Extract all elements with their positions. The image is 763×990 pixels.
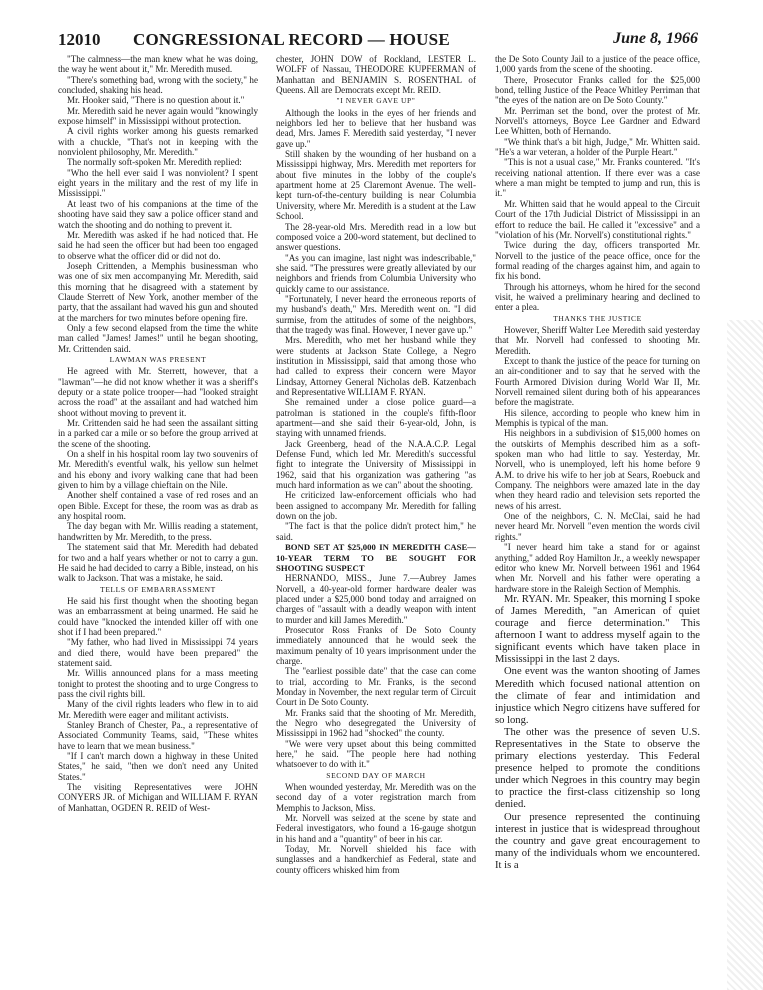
body-paragraph: Mr. Crittenden said he had seen the assailant sitting in a parked car a mile or so before the group arrived at the scene of the shooting. [58, 418, 258, 449]
body-paragraph: There, Prosecutor Franks called for the $25,000 bond, telling Justice of the Peace Whitley Perriman that "the eyes of the nation are on De Soto County." [495, 74, 700, 106]
body-paragraph: "This is not a usual case," Mr. Franks countered. "It's receiving national attention. If there ever was a case where a man might be tempted to jump and run, this is it." [495, 157, 700, 199]
body-paragraph: Mrs. Meredith, who met her husband while they were students at Jackson State College, a Negro institution in Mississippi, said that among those who had called to express their concern were Mayor Lindsay, Attorney General Nicholas deB. Katzenbach and Representative WILLIAM F. RYAN. [276, 335, 476, 397]
body-paragraph: The statement said that Mr. Meredith had debated for two and a half years whether or not to carry a gun. He said he had decided to carry a Bible, instead, on his walk to Jackson. That was a mistake, he said. [58, 542, 258, 584]
body-paragraph: Twice during the day, officers transported Mr. Norvell to the justice of the peace office, once for the formal reading of the charges against him, and again to fix his bond. [495, 240, 700, 282]
body-paragraph: Joseph Crittenden, a Memphis businessman who was one of six men accompanying Mr. Meredith, said this morning that he disagreed with a statement by Claude Sterrett of New York, another member of the party, that the assailant had waved his gun and shouted at the marchers for two minutes before opening fire. [58, 260, 258, 323]
body-paragraph: Although the looks in the eyes of her friends and neighbors led her to believe that her husband was dead, Mrs. James F. Meredith said yesterday, "I never gave up." [276, 107, 476, 149]
body-paragraph: The visiting Representatives were JOHN CONYERS JR. of Michigan and WILLIAM F. RYAN of Manhattan, OGDEN R. REID of West- [58, 782, 258, 813]
section-subhead: THANKS THE JUSTICE [553, 313, 642, 323]
column-2 [276, 54, 476, 984]
section-subhead: TELLS OF EMBARRASSMENT [100, 584, 216, 594]
body-paragraph: Mr. Whitten said that he would appeal to the Circuit Court of the 17th Judicial District of Mississippi in an effort to reduce the bail. He called it "excessive" and a "violation of his (Mr. Norvell's) constitutional rights." [495, 198, 700, 240]
body-paragraph: "I never heard him take a stand for or against anything," added Roy Hamilton Jr., a weekly newspaper editor who knew Mr. Norvell between 1961 and 1964 when Mr. Norvell and his father were operating a hardware store in the Raleigh Section of Memphis. [495, 542, 700, 594]
body-paragraph: Mr. Norvell was seized at the scene by state and Federal investigators, who found a 16-gauge shotgun in his hand and a "quantity" of beer in his car. [276, 813, 476, 844]
body-paragraph: His neighbors in a subdivision of $15,000 homes on the outskirts of Memphis described him as a soft-spoken man who had little to say. Yesterday, Mr. Norvell, who is unemployed, left his home before 9 A.M. to drive his wife to her job at Sears, Roebuck and Company. The neighbors were amazed late in the day when they heard radio and television sets reported the news of his arrest. [495, 428, 700, 511]
body-paragraph: Through his attorneys, whom he hired for the second visit, he waived a preliminary hearing and declined to enter a plea. [495, 281, 700, 313]
body-paragraph: However, Sheriff Walter Lee Meredith said yesterday that Mr. Norvell had confessed to shooting Mr. Meredith. [495, 324, 700, 356]
publication-title: CONGRESSIONAL RECORD — HOUSE [133, 30, 450, 49]
continued-paragraph: chester, JOHN DOW of Rockland, LESTER L. WOLFF of Nassau, THEODORE KUPFERMAN of Manhattan and BENJAMIN S. ROSENTHAL of Queens. All are Democrats except Mr. REID. [276, 54, 476, 96]
body-paragraph: "We think that's a bit high, Judge," Mr. Whitten said. "He's a war veteran, a holder of the Purple Heart." [495, 136, 700, 158]
body-paragraph: The 28-year-old Mrs. Meredith read in a low but composed voice a 200-word statement, but declined to answer questions. [276, 221, 476, 253]
body-paragraph: Today, Mr. Norvell shielded his face with sunglasses and a handkerchief as Federal, state and county officers whisked him from [276, 844, 476, 875]
page-number: 12010 [58, 30, 101, 49]
column-3 [495, 54, 700, 984]
body-paragraph: "There's something bad, wrong with the society," he concluded, shaking his head. [58, 74, 258, 96]
body-paragraph: Except to thank the justice of the peace for turning on an air-conditioner and to say that he served with the Fourth Armored Division during World War II, Mr. Norvell remained silent during both of his appearances before the magistrate. [495, 355, 700, 408]
body-paragraph: One of the neighbors, C. N. McClai, said he had never heard Mr. Norvell "even mention the words civil rights." [495, 511, 700, 542]
body-paragraph: His silence, according to people who knew him in Memphis is typical of the man. [495, 407, 700, 429]
body-paragraph: On a shelf in his hospital room lay two souvenirs of Mr. Meredith's eventful walk, his yellow sun helmet and his ebony and ivory walking cane that had been given to him by a village chieftain on the Nile. [58, 449, 258, 491]
body-paragraph: "As you can imagine, last night was indescribable," she said. "The pressures were greatly alleviated by our neighbors and friends from Columbia University who quickly came to our assistance. [276, 252, 476, 294]
body-paragraph: The "earliest possible date" that the case can come to trial, according to Mr. Franks, is the second Monday in November, the next regular term of Circuit Court in De Soto County. [276, 666, 476, 708]
body-paragraph: "My father, who had lived in Mississippi 74 years and died there, would have been prepared" the statement said. [58, 637, 258, 668]
body-paragraph: He agreed with Mr. Sterrett, however, that a "lawman"—he did not know whether it was a sheriff's deputy or a state police trooper—had "looked straight across the road" at the assailant and had watched him shoot without moving to prevent it. [58, 366, 258, 418]
body-paragraph: Another shelf contained a vase of red roses and an open Bible. Except for these, the room was as drab as any hospital room. [58, 490, 258, 522]
body-paragraph: Mr. Willis announced plans for a mass meeting tonight to protest the shooting and to urge Congress to pass the civil rights bill. [58, 668, 258, 699]
floor-remarks-paragraph: Our presence represented the continuing interest in justice that is widespread throughout the country and gave great encouragement to many of the individuals whom we encountered. It is a [495, 811, 700, 871]
body-paragraph: Still shaken by the wounding of her husband on a Mississippi highway, Mrs. Meredith met reporters for about five minutes in the lobby of the couple's apartment home at 25 Claremont Avenue. The well-kept turn-of-the-century building is near Columbia University, where Mr. Meredith is a student at the Law School. [276, 149, 476, 222]
body-paragraph: The normally soft-spoken Mr. Meredith replied: [67, 157, 242, 168]
body-paragraph: Mr. Hooker said, "There is no question about it." [67, 95, 245, 106]
body-paragraph: "If I can't march down a highway in these United States," he said, "then we don't need any United States." [58, 751, 258, 782]
body-paragraph: She remained under a close police guard—a patrolman is stationed in the couple's fifth-floor apartment—and she said their 6-year-old, John, is staying with unnamed friends. [276, 397, 476, 439]
article-headline: BOND SET AT $25,000 IN MEREDITH CASE—10-YEAR TERM TO BE SOUGHT FOR SHOOTING SUSPECT [276, 542, 476, 573]
column-1 [58, 54, 258, 984]
body-paragraph: "We were very upset about this being committed here," he said. "The people here had nothing whatsoever to do with it." [276, 738, 476, 770]
body-paragraph: The day began with Mr. Willis reading a statement, handwritten by Mr. Meredith, to the press. [58, 521, 258, 542]
body-paragraph: "Who the hell ever said I was nonviolent? I spent eight years in the military and the rest of my life in Mississippi." [58, 167, 258, 199]
floor-remarks-paragraph: The other was the presence of seven U.S. Representatives in the State to observe the primary elections yesterday. This Federal presence helped to promote the conditions under which Negroes in this country may begin to practice the first-class citizenship so long denied. [495, 726, 700, 811]
section-subhead: SECOND DAY OF MARCH [326, 770, 426, 780]
body-paragraph: When wounded yesterday, Mr. Meredith was on the second day of a voter registration march from Memphis to Jackson, Miss. [276, 782, 476, 813]
body-paragraph: Prosecutor Ross Franks of De Soto County immediately announced that he would seek the maximum penalty of 10 years imprisonment under the charge. [276, 624, 476, 666]
body-paragraph: Stanley Branch of Chester, Pa., a representative of Associated Community Teams, said, "These whites have to learn that we mean business." [58, 720, 258, 751]
body-paragraph: "The calmness—the man knew what he was doing, the way he went about it," Mr. Meredith mused. [58, 54, 258, 75]
body-paragraph: Mr. Meredith was asked if he had noticed that. He said he had seen the officer but had been too engaged to observe what the officer did or did not do. [58, 229, 258, 261]
body-paragraph: At least two of his companions at the time of the shooting have said they saw a police officer stand and watch the shooting and do nothing to prevent it. [58, 198, 258, 230]
body-paragraph: "Fortunately, I never heard the erroneous reports of my husband's death," Mrs. Meredith went on. "I did surmise, from the attitudes of some of the neighbors, that the tragedy was final. However, I never gave up." [276, 293, 476, 335]
scan-speckle-edge [727, 320, 763, 990]
section-subhead: LAWMAN WAS PRESENT [109, 354, 207, 364]
continued-paragraph: the De Soto County Jail to a justice of the peace office, 1,000 yards from the scene of the shooting. [495, 54, 700, 75]
page-header [58, 30, 698, 52]
body-paragraph: HERNANDO, MISS., June 7.—Aubrey James Norvell, a 40-year-old former hardware dealer was placed under a $25,000 bond today and arraigned on charges of "assault with a deadly weapon with intent to murder and kill James Meredith." [276, 573, 476, 625]
body-paragraph: Mr. Perriman set the bond, over the protest of Mr. Norvell's attorneys, Boyce Lee Gardner and Edward Lee Whitten, both of Hernando. [495, 105, 700, 137]
body-paragraph: "The fact is that the police didn't protect him," he said. [276, 521, 476, 542]
body-paragraph: He said his first thought when the shooting began was an embarrassment at being unarmed. He said he could have "knocked the intended killer off with one shot if I had been prepared." [58, 595, 258, 637]
floor-remarks-paragraph: Mr. RYAN. Mr. Speaker, this morning I spoke of James Meredith, "an American of quiet courage and fierce determination." This afternoon I want to address myself again to the significant events which have taken place in Mississippi in the last 2 days. [495, 593, 700, 666]
floor-remarks-paragraph: One event was the wanton shooting of James Meredith which focused national attention on the climate of fear and intimidation and injustice which Negro citizens have suffered for so long. [495, 666, 700, 726]
body-paragraph: Mr. Franks said that the shooting of Mr. Meredith, the Negro who desegregated the University of Mississippi in 1962 had "shocked" the county. [276, 707, 476, 739]
body-paragraph: A civil rights worker among his guests remarked with a chuckle, "That's not in keeping with the nonviolent philosophy, Mr. Meredith." [58, 126, 258, 158]
body-paragraph: He criticized law-enforcement officials who had been assigned to accompany Mr. Meredith for falling down on the job. [276, 490, 476, 522]
body-paragraph: Only a few second elapsed from the time the white man called "James! James!" until he began shooting, Mr. Crittenden said. [58, 322, 258, 354]
body-paragraph: Jack Greenberg, head of the N.A.A.C.P. Legal Defense Fund, which led Mr. Meredith's successful fight to integrate the University of Mississippi in 1962, said that his organization was gathering "as much hard information as we can" about the shooting. [276, 438, 476, 491]
section-subhead: "I NEVER GAVE UP" [336, 96, 416, 106]
body-paragraph: Many of the civil rights leaders who flew in to aid Mr. Meredith were eager and militant activists. [58, 699, 258, 720]
issue-date: June 8, 1966 [613, 30, 698, 47]
body-paragraph: Mr. Meredith said he never again would "knowingly expose himself" in Mississippi without protection. [58, 105, 258, 127]
